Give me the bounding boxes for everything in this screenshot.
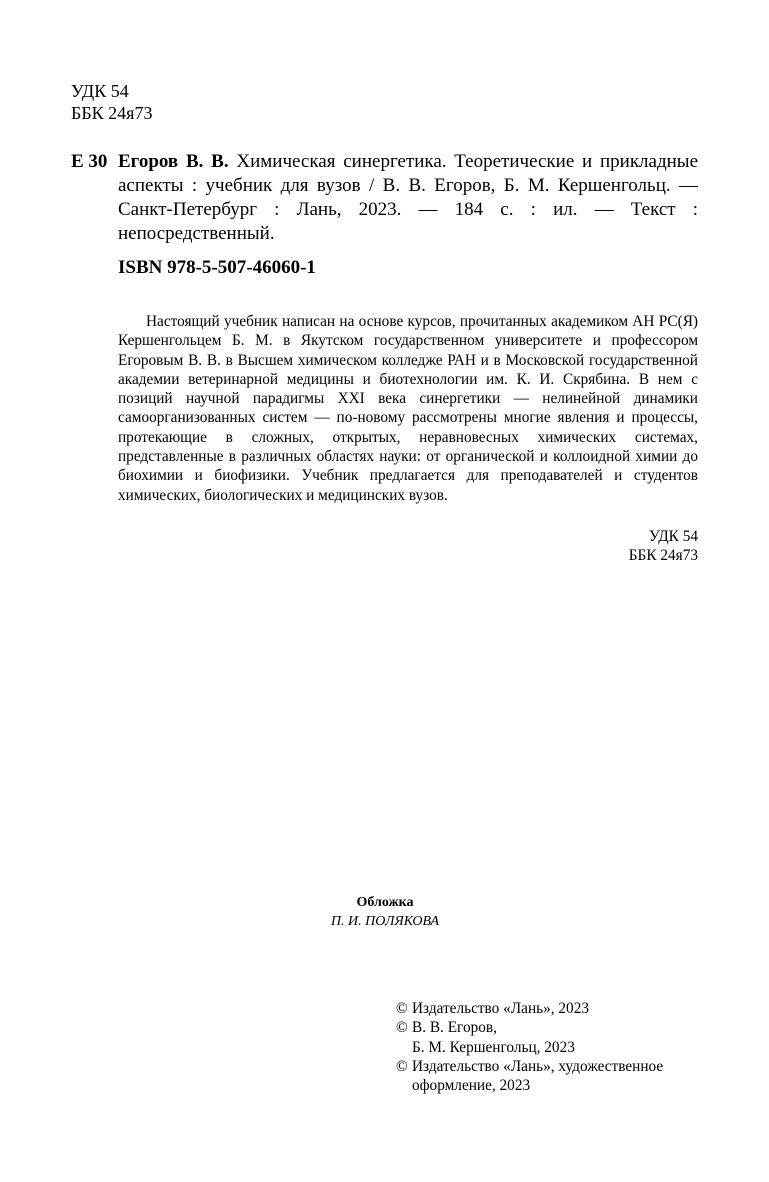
cover-title: Обложка	[356, 895, 414, 910]
bibliographic-entry	[118, 150, 698, 246]
author-sign: Е 30	[71, 151, 108, 172]
copyright-design-year: оформление, 2023	[412, 1077, 531, 1095]
copyright-line	[396, 1018, 716, 1037]
copyright-symbol: ©	[396, 1019, 408, 1037]
udk-code-bottom: УДК 54	[648, 528, 698, 545]
copyright-publisher: Издательство «Лань», 2023	[412, 1000, 590, 1017]
entry-author: Егоров В. В.	[118, 151, 229, 172]
copyright-block	[396, 999, 716, 1095]
udk-footer-block	[500, 527, 698, 566]
copyright-author-2: Б. М. Кершенгольц, 2023	[412, 1038, 575, 1056]
copyright-author-1: В. В. Егоров,	[412, 1019, 497, 1037]
isbn: ISBN 978-5-507-46060-1	[118, 257, 316, 278]
annotation: Настоящий учебник написан на основе курсов, прочитанных академиком АН РС(Я) Кершенгольцем Б. М. в Якутском государственном университете и профессором Егоровым В. В. в Высшем химическом колледже РАН и в Московской государственной академии ветеринарной медицины и биотехнологии им. К. И. Скрябина. В нем с позиций научной парадигмы XXI века синергетики — нелинейной динамики самоорганизованных систем — по-новому рассмотрены многие явления и процессы, протекающие в сложных, открытых, неравновесных химических системах, представленные в различных областях науки: от органической и коллоидной химии до биохимии и биофизики. Учебник предлагается для преподавателей и студентов химических, биологических и медицинских вузов.	[118, 313, 698, 504]
bbk-code: ББК 24я73	[71, 103, 153, 123]
cover-artist: П. И. ПОЛЯКОВА	[330, 914, 440, 929]
copyright-design: Издательство «Лань», художественное	[412, 1057, 664, 1075]
udk-code: УДК 54	[71, 81, 129, 101]
copyright-line	[396, 999, 716, 1018]
cover-credit	[270, 893, 500, 931]
copyright-symbol: ©	[396, 1057, 408, 1075]
entry-description: Химическая синергетика. Теоретические и прикладные аспекты : учебник для вузов / В. В. Егоров, Б. М. Кершенгольц. — Санкт-Петербург : Лань, 2023. — 184 с. : ил. — Текст : непосредственный.	[118, 151, 698, 244]
copyright-symbol: ©	[396, 1000, 408, 1017]
copyright-line	[396, 1057, 716, 1076]
bbk-code-bottom: ББК 24я73	[628, 547, 698, 565]
udk-header-block	[71, 80, 152, 124]
